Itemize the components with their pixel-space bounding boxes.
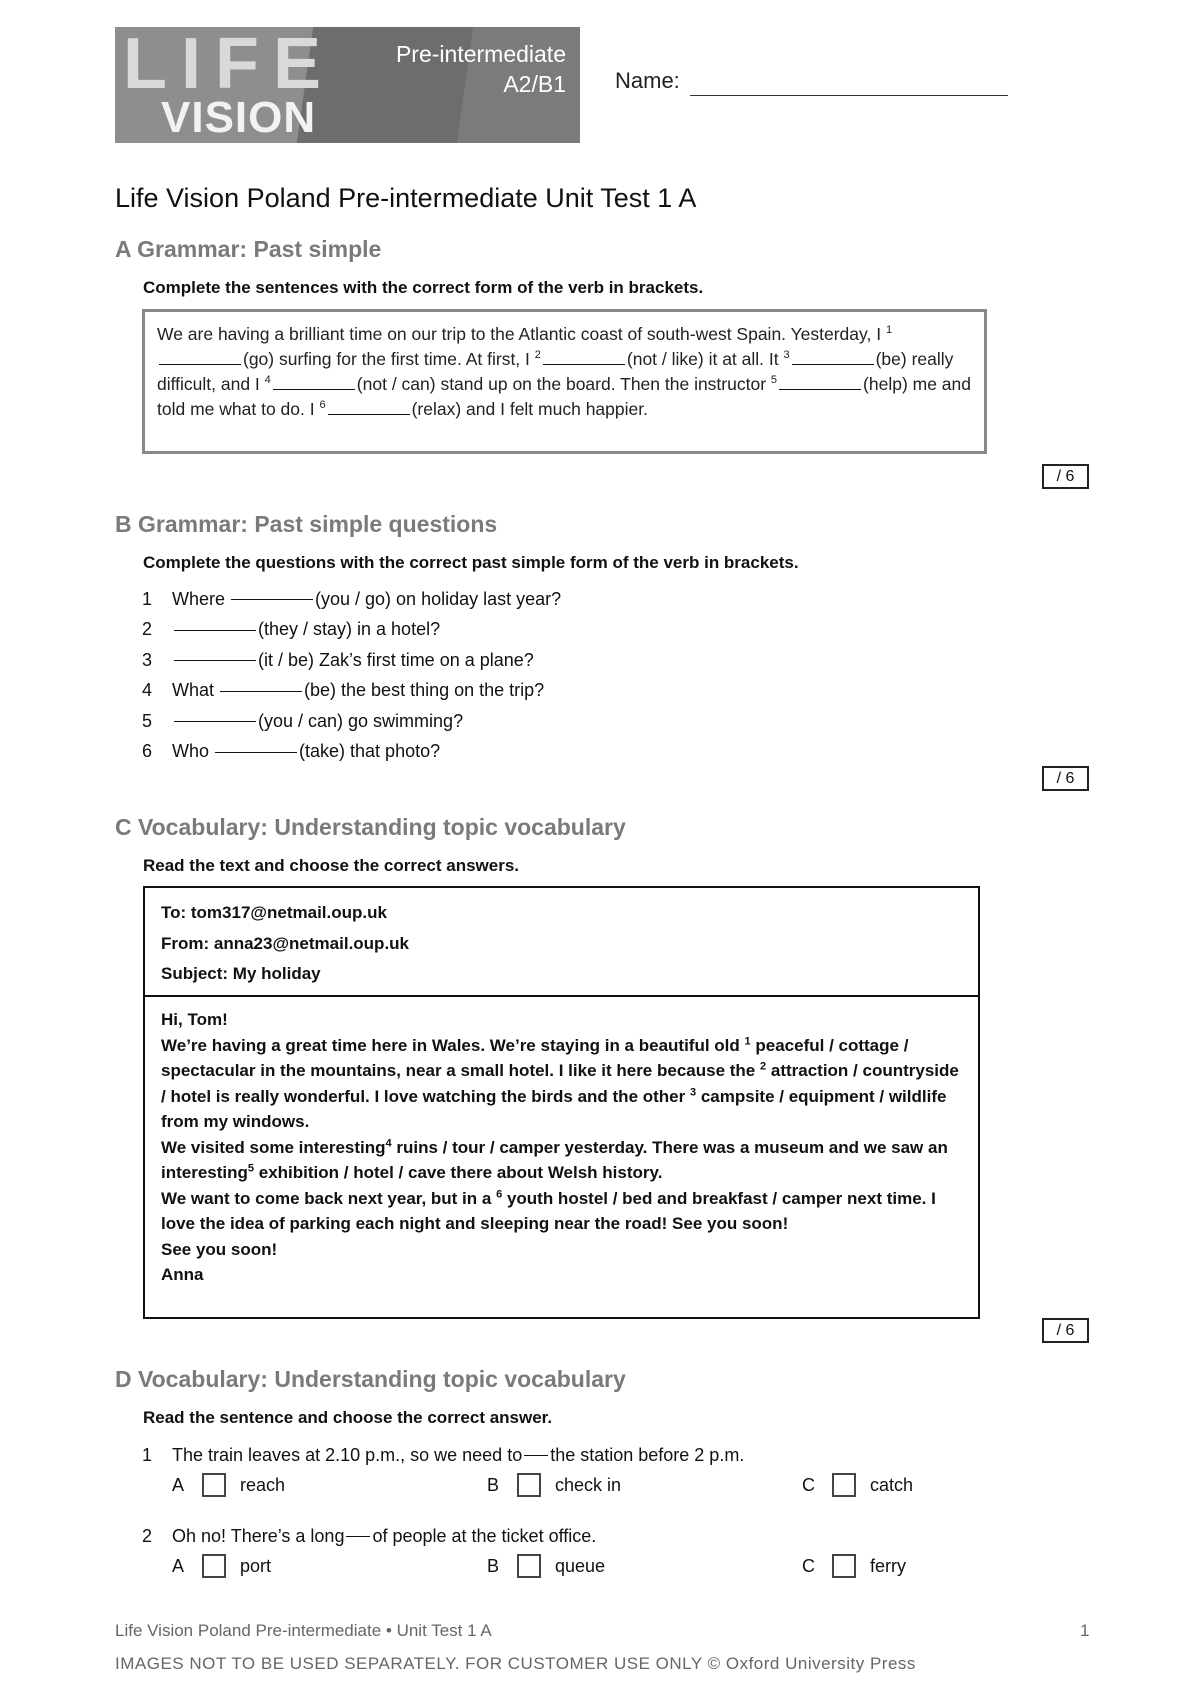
checkbox[interactable] xyxy=(202,1554,226,1578)
section-b-score-box[interactable]: / 6 xyxy=(1042,766,1089,791)
email-signature: Anna xyxy=(161,1265,204,1284)
option-a[interactable]: A port xyxy=(172,1551,271,1581)
question-row: 3 (it / be) Zak’s first time on a plane? xyxy=(142,649,534,670)
page-title: Life Vision Poland Pre-intermediate Unit Test 1 A xyxy=(115,183,697,213)
section-c-score-box[interactable]: / 6 xyxy=(1042,1318,1089,1343)
level-label xyxy=(396,39,566,99)
logo-life-text: LIFE xyxy=(123,27,335,104)
answer-gap xyxy=(346,1535,370,1537)
section-d-instruction: Read the sentence and choose the correct answer. xyxy=(143,1408,553,1427)
choice-4[interactable]: ruins / tour / camper yesterday. There was a museum and we saw an interesting xyxy=(161,1137,948,1182)
option-c[interactable]: C catch xyxy=(802,1470,913,1500)
question-gap[interactable] xyxy=(231,598,313,600)
question-row: 5 (you / can) go swimming? xyxy=(142,710,464,731)
gap-4[interactable] xyxy=(273,388,355,390)
section-a-heading: A Grammar: Past simple xyxy=(115,236,382,262)
question-gap[interactable] xyxy=(174,659,256,661)
choice-3[interactable]: campsite / equipment / wildlife from my windows. xyxy=(161,1086,947,1131)
mcq-question-2: 2 Oh no! There’s a long of people at the ticket office. A port B queue C ferry xyxy=(142,1521,1042,1581)
section-c-heading: C Vocabulary: Understanding topic vocabulary xyxy=(115,814,626,840)
question-row: 6 Who (take) that photo? xyxy=(142,741,441,762)
gap-6[interactable] xyxy=(328,413,410,415)
gap-5[interactable] xyxy=(779,388,861,390)
checkbox[interactable] xyxy=(517,1554,541,1578)
gap-3[interactable] xyxy=(792,363,874,365)
question-gap[interactable] xyxy=(174,629,256,631)
choice-1[interactable]: peaceful / cottage / spectacular in the mountains, near a small hotel. I like it here because the xyxy=(161,1035,909,1080)
checkbox[interactable] xyxy=(832,1554,856,1578)
question-row: 4 What (be) the best thing on the trip? xyxy=(142,680,545,701)
section-a-text-box xyxy=(142,309,987,454)
choice-6[interactable]: youth hostel / bed and breakfast / camper next time. I love the idea of parking each night and sleeping near the road! See you soon! xyxy=(161,1188,936,1233)
copyright-notice: IMAGES NOT TO BE USED SEPARATELY. FOR CUSTOMER USE ONLY © Oxford University Press xyxy=(115,1654,916,1673)
checkbox[interactable] xyxy=(202,1473,226,1497)
name-label: Name: xyxy=(615,68,680,93)
section-a-score-box[interactable]: / 6 xyxy=(1042,464,1089,489)
email-paragraph-3: We want to come back next year, but in a $^6$ youth hostel / bed and breakfast / camper next time. I love the idea of parking each night and sleeping near the road! See you soon! xyxy=(161,1187,936,1233)
email-header xyxy=(145,888,978,997)
page-number: 1 xyxy=(1080,1621,1090,1640)
question-row: 2 (they / stay) in a hotel? xyxy=(142,619,441,640)
footer-title: Life Vision Poland Pre-intermediate • Unit Test 1 A xyxy=(115,1621,492,1640)
section-a-instruction: Complete the sentences with the correct form of the verb in brackets. xyxy=(143,278,704,297)
option-b[interactable]: B check in xyxy=(487,1470,621,1500)
question-gap[interactable] xyxy=(174,720,256,722)
email-to: To: tom317@netmail.oup.uk xyxy=(161,903,387,922)
life-vision-logo xyxy=(115,27,580,143)
answer-gap xyxy=(524,1454,548,1456)
option-c[interactable]: C ferry xyxy=(802,1551,906,1581)
choice-2[interactable]: attraction / countryside / hotel is really wonderful. I love watching the birds and the other xyxy=(161,1061,959,1106)
question-row: 1 Where (you / go) on holiday last year? xyxy=(142,588,562,609)
email-closing: See you soon! xyxy=(161,1239,278,1259)
level-name: Pre-intermediate xyxy=(395,41,566,67)
email-paragraph-1: We’re having a great time here in Wales. We’re staying in a beautiful old $^1$ peaceful / cottage / spectacular in the mountains, near a small hotel. I like it here because the $^2$ attraction / countryside / hotel is really wonderful. I love watching the birds and the other $^3$ campsite / equipment / wildlife from my windows. xyxy=(161,1034,959,1131)
option-b[interactable]: B queue xyxy=(487,1551,605,1581)
section-b-instruction: Complete the questions with the correct past simple form of the verb in brackets. xyxy=(143,553,799,572)
email-greeting: Hi, Tom! xyxy=(161,1010,228,1029)
choice-5[interactable]: exhibition / hotel / cave there about Welsh history. xyxy=(258,1163,663,1182)
checkbox[interactable] xyxy=(832,1473,856,1497)
option-a[interactable]: A reach xyxy=(172,1470,285,1500)
section-a-paragraph: We are having a brilliant time on our trip to the Atlantic coast of south-west Spain. Yesterday, I $^1$(go) surfing for the first time. At first, I $^2$ (not / like) it at all. It $^3$ (be) really difficult, and I $^4$ (not / can) stand up on the board. Then the instructor $^5$ (help) me and told me what to do. I $^6$ (relax) and I felt much happier. xyxy=(157,324,972,419)
email-body xyxy=(145,997,978,1298)
section-c-instruction: Read the text and choose the correct answers. xyxy=(143,856,520,875)
question-gap[interactable] xyxy=(220,690,302,692)
gap-1[interactable] xyxy=(159,363,241,365)
checkbox[interactable] xyxy=(517,1473,541,1497)
mcq-question-1: 1 The train leaves at 2.10 p.m., so we need to the station before 2 p.m. A reach B check in C catch xyxy=(142,1440,1042,1500)
email-subject: Subject: My holiday xyxy=(161,964,321,983)
level-code: A2/B1 xyxy=(503,71,566,97)
section-b-question-list xyxy=(142,584,561,767)
question-gap[interactable] xyxy=(215,751,297,753)
gap-2[interactable] xyxy=(543,363,625,365)
section-d-heading: D Vocabulary: Understanding topic vocabulary xyxy=(115,1366,626,1392)
name-field-line[interactable] xyxy=(690,95,1008,96)
email-box xyxy=(143,886,980,1319)
email-paragraph-2: We visited some interesting$^4$ ruins / tour / camper yesterday. There was a museum and we saw an interesting$^5$ exhibition / hotel / cave there about Welsh history. xyxy=(161,1136,948,1182)
logo-vision-text: VISION xyxy=(161,93,317,142)
section-b-heading: B Grammar: Past simple questions xyxy=(115,511,498,537)
email-from: From: anna23@netmail.oup.uk xyxy=(161,933,410,953)
